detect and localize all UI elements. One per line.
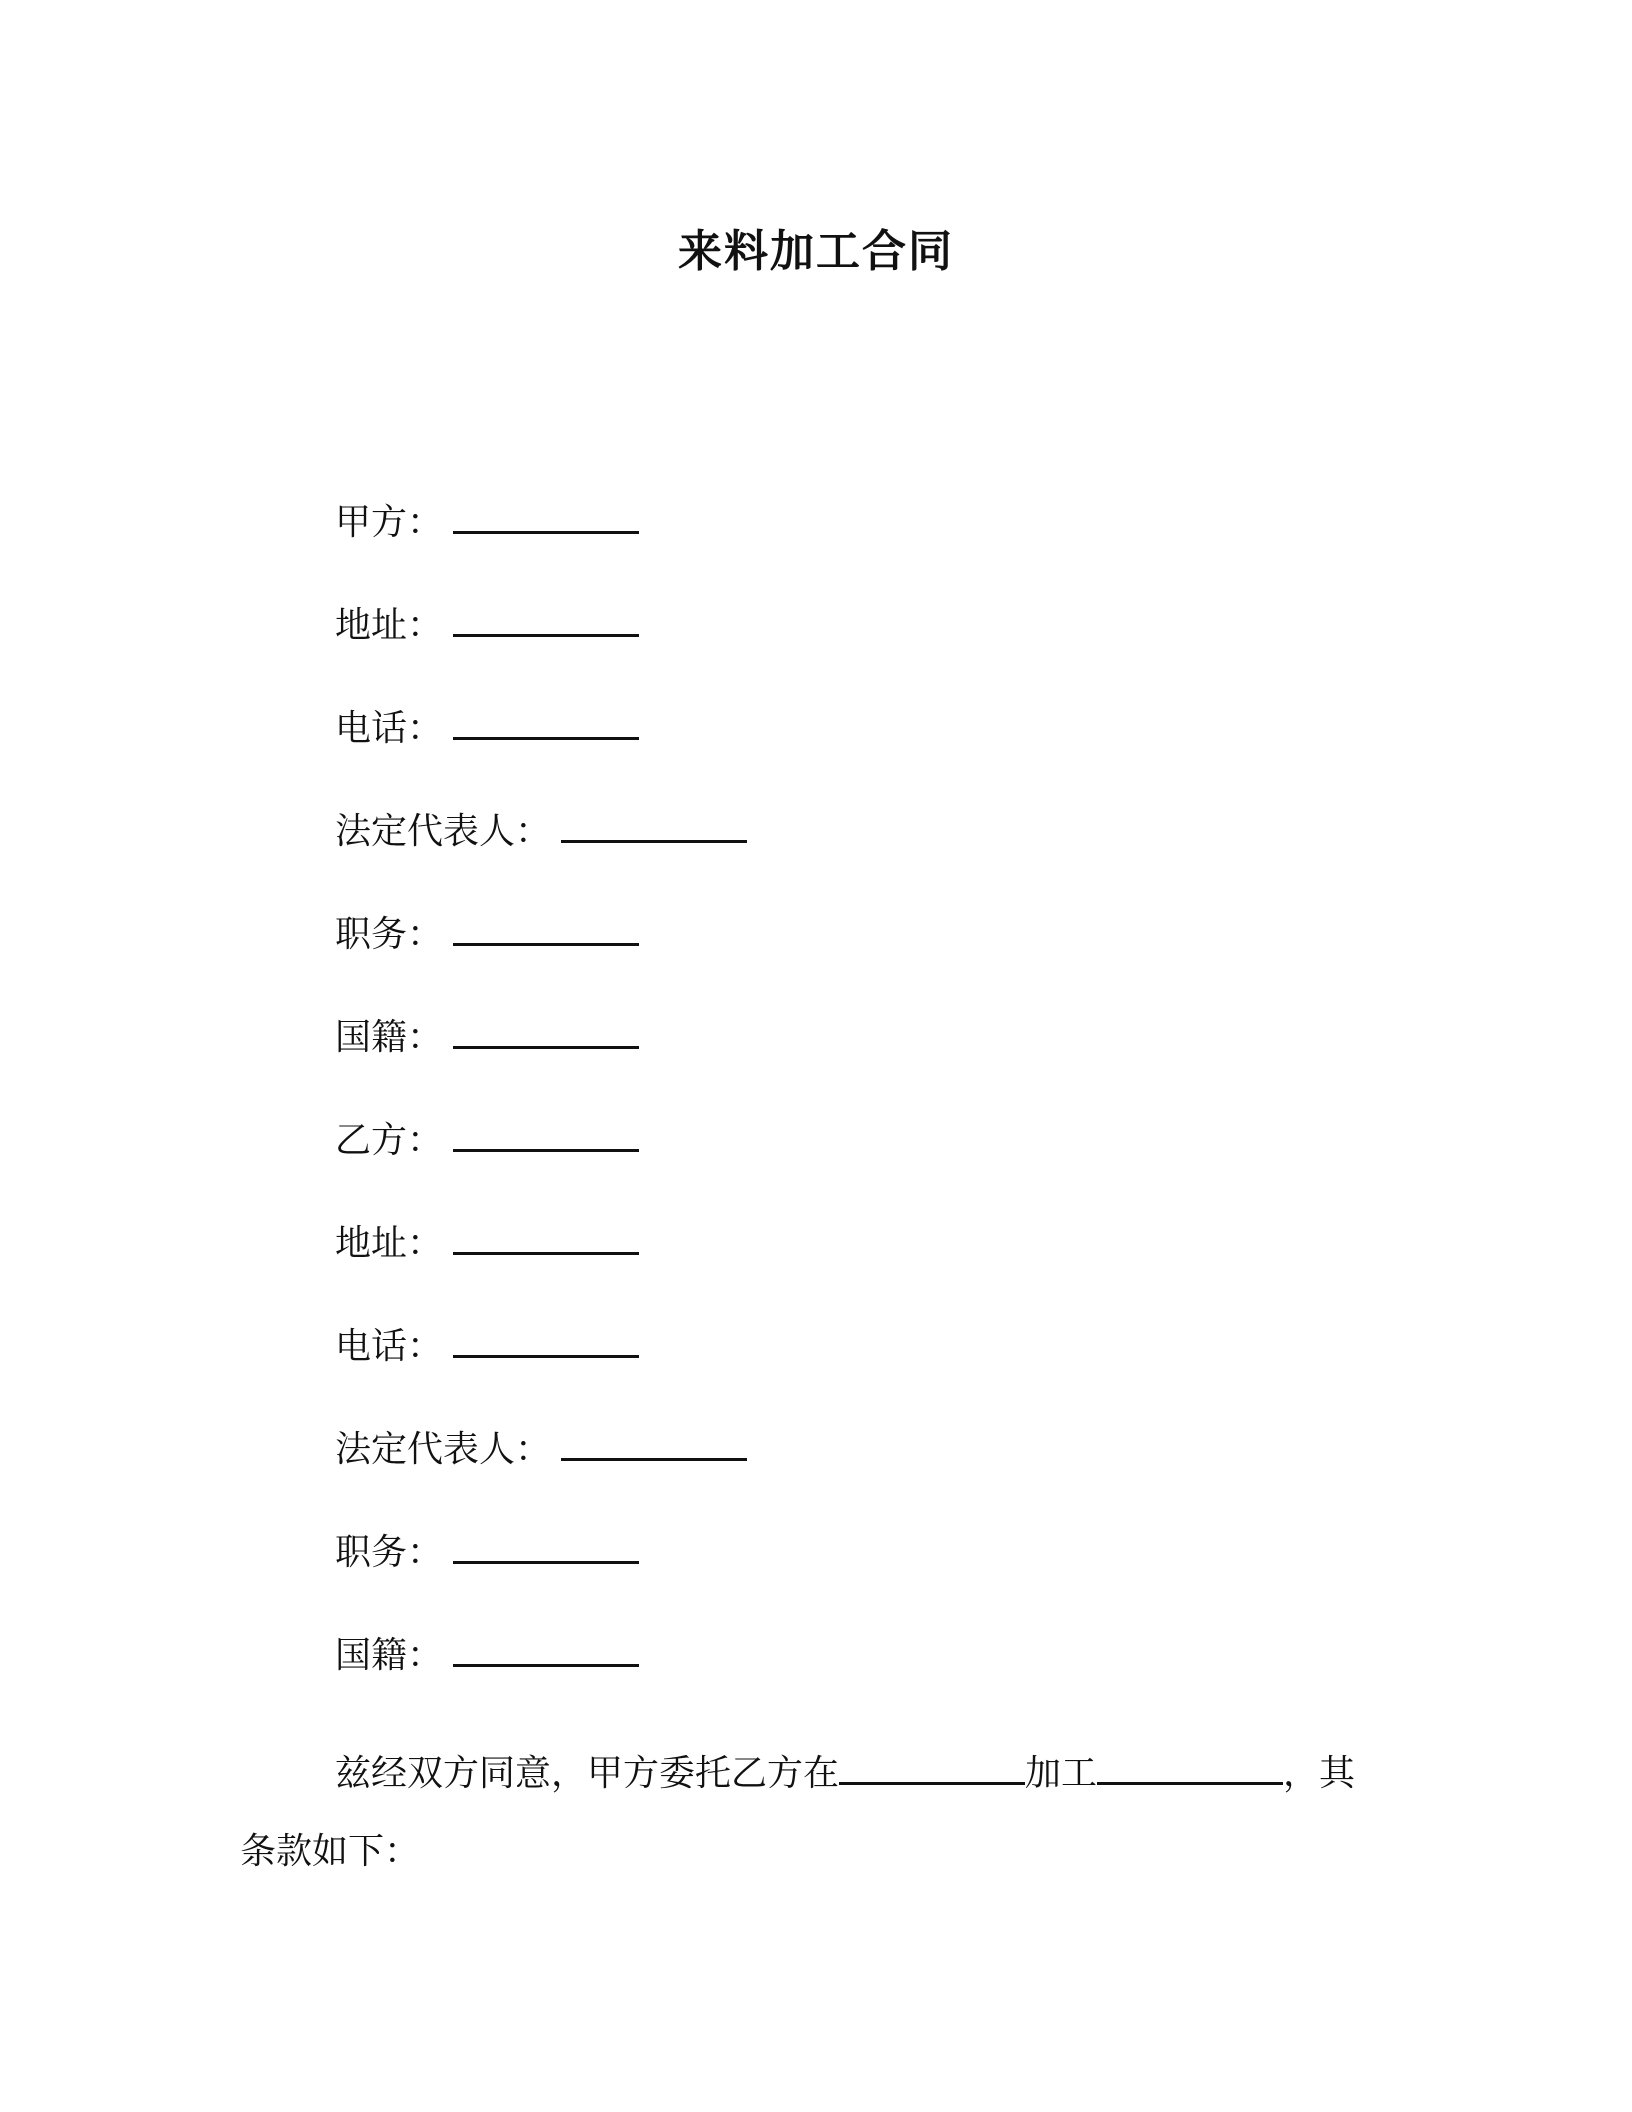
party-a-position-blank[interactable] xyxy=(453,907,639,946)
party-b-address-blank[interactable] xyxy=(453,1216,639,1255)
party-b-name-label: 乙方： xyxy=(335,1120,444,1161)
party-b-name-field xyxy=(335,1113,639,1163)
intro-text-4: 条款如下： xyxy=(240,1831,421,1872)
intro-line-1 xyxy=(240,1735,1390,1813)
party-a-phone-field xyxy=(335,701,639,751)
document-title: 来料加工合同 xyxy=(678,226,954,277)
party-b-address-field xyxy=(335,1216,639,1266)
party-a-position-field xyxy=(335,907,639,957)
party-a-legal-rep-field xyxy=(335,804,747,854)
intro-text-1: 兹经双方同意，甲方委托乙方在 xyxy=(335,1753,840,1794)
location-blank[interactable] xyxy=(839,1746,1025,1785)
party-b-position-blank[interactable] xyxy=(453,1525,639,1564)
party-b-legal-rep-label: 法定代表人： xyxy=(335,1429,552,1470)
intro-paragraph xyxy=(240,1735,1390,1891)
party-b-nationality-label: 国籍： xyxy=(335,1635,444,1676)
intro-text-2: 加工 xyxy=(1025,1753,1098,1794)
party-b-name-blank[interactable] xyxy=(453,1113,639,1152)
intro-line-2 xyxy=(240,1813,1390,1891)
party-a-name-field xyxy=(335,495,639,545)
party-b-position-field xyxy=(335,1525,639,1575)
product-blank[interactable] xyxy=(1097,1746,1283,1785)
party-a-position-label: 职务： xyxy=(335,914,444,955)
party-b-phone-blank[interactable] xyxy=(453,1319,639,1358)
party-a-address-label: 地址： xyxy=(335,605,444,646)
party-a-phone-label: 电话： xyxy=(335,708,444,749)
party-a-address-blank[interactable] xyxy=(453,598,639,637)
party-a-legal-rep-label: 法定代表人： xyxy=(335,811,552,852)
party-b-phone-label: 电话： xyxy=(335,1326,444,1367)
party-a-name-blank[interactable] xyxy=(453,495,639,534)
party-b-legal-rep-blank[interactable] xyxy=(561,1422,747,1461)
party-a-name-label: 甲方： xyxy=(335,502,444,543)
party-b-nationality-blank[interactable] xyxy=(453,1628,639,1667)
party-b-position-label: 职务： xyxy=(335,1532,444,1573)
party-a-nationality-field xyxy=(335,1010,639,1060)
party-a-address-field xyxy=(335,598,639,648)
party-b-phone-field xyxy=(335,1319,639,1369)
party-a-nationality-blank[interactable] xyxy=(453,1010,639,1049)
party-a-legal-rep-blank[interactable] xyxy=(561,804,747,843)
intro-text-3: ，其 xyxy=(1283,1753,1356,1794)
party-b-nationality-field xyxy=(335,1628,639,1678)
party-a-nationality-label: 国籍： xyxy=(335,1017,444,1058)
party-b-address-label: 地址： xyxy=(335,1223,444,1264)
party-a-phone-blank[interactable] xyxy=(453,701,639,740)
party-b-legal-rep-field xyxy=(335,1422,747,1472)
